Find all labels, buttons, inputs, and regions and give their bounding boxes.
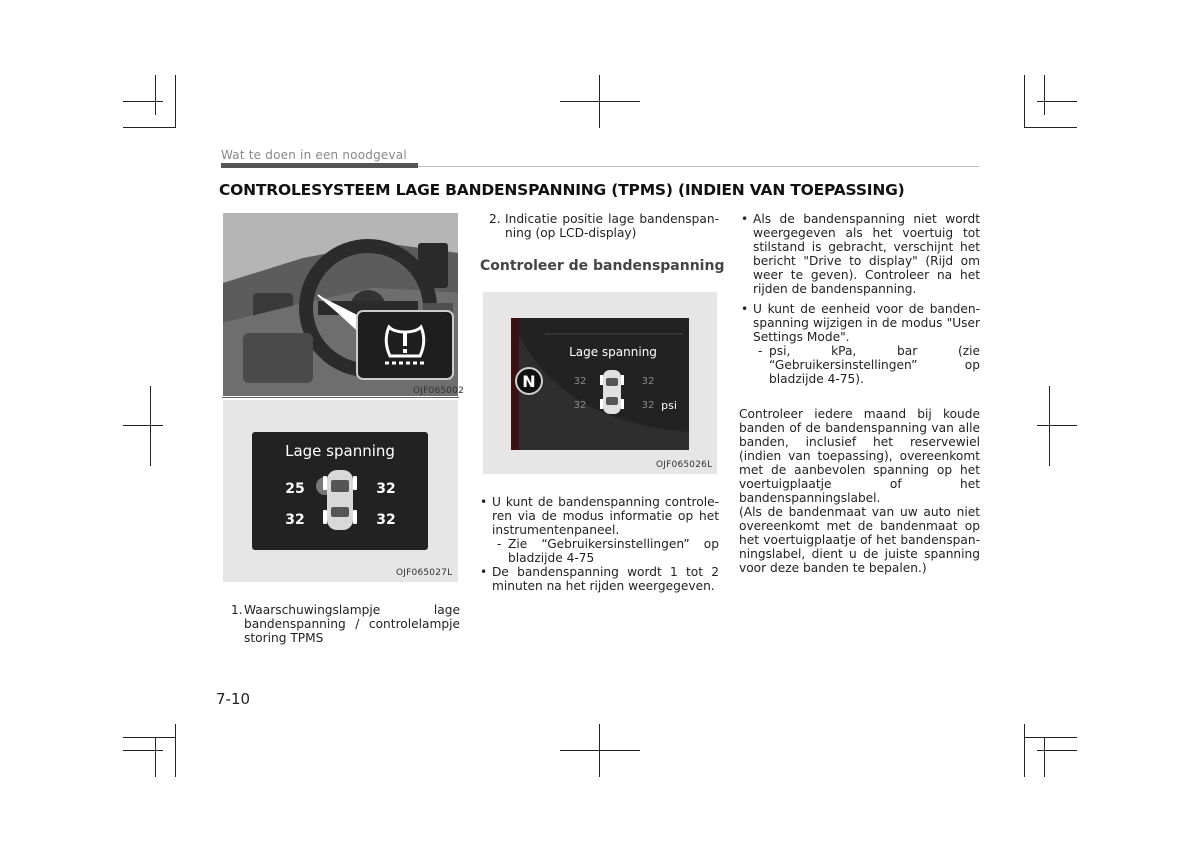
sub-bullet-text: psi, kPa, bar (zie “Gebruikersinstellingen” op bladzijde 4-75).: [769, 344, 980, 386]
crop-mark: [123, 127, 176, 128]
dashboard-photo: [223, 213, 458, 396]
page-number: 7-10: [216, 690, 251, 708]
tire-pressure-front-right: 32: [641, 376, 655, 387]
crop-mark: [175, 724, 176, 777]
crop-mark: [150, 386, 151, 466]
item-number: 1.: [231, 603, 243, 617]
bullet-item: [739, 212, 980, 296]
tire-pressure-rear-right: 32: [376, 512, 396, 528]
page-title: CONTROLESYSTEEM LAGE BANDENSPANNING (TPMS) (INDIEN VAN TOEPASSING): [219, 181, 905, 199]
section-label: Wat te doen in een noodgeval: [221, 148, 407, 162]
right-text-column: [739, 212, 980, 575]
crop-mark: [1044, 75, 1045, 115]
tire-pressure-front-left: 32: [573, 376, 587, 387]
crop-mark: [1024, 127, 1077, 128]
crop-mark: [123, 425, 163, 426]
bullet-text: De bandenspanning wordt 1 tot 2 minuten na het rijden weergegeven.: [492, 565, 719, 593]
sub-bullet-text: Zie “Gebruikersinstellingen” op bladzijde 4-75: [508, 537, 719, 565]
crop-mark: [560, 101, 640, 102]
crop-mark: [123, 101, 163, 102]
figure-caption: OJF065027L: [396, 568, 453, 578]
tire-pressure-rear-left: 32: [573, 400, 587, 411]
header-bar: [221, 163, 418, 168]
dash-mark: -: [497, 537, 502, 551]
bullet-mark: •: [480, 565, 488, 579]
bullet-mark: •: [741, 302, 749, 316]
crop-mark: [155, 75, 156, 115]
lcd-title: Lage spanning: [569, 345, 657, 359]
bullet-mark: •: [741, 212, 749, 226]
crop-mark: [1044, 737, 1045, 777]
dash-mark: -: [758, 344, 763, 358]
pressure-unit: psi: [661, 399, 677, 412]
crop-mark: [560, 750, 640, 751]
tire-pressure-rear-right: 32: [641, 400, 655, 411]
crop-mark: [1037, 750, 1077, 751]
crop-mark: [1037, 425, 1077, 426]
sub-bullet-item: [492, 537, 719, 565]
cluster-lcd: [483, 292, 717, 474]
figure-caption: OJF065026L: [656, 460, 713, 470]
bullet-text: Als de bandenspanning niet wordt weergegeven als het voertuig tot stilstand is gebracht, verschijnt het bericht "Drive to display" (Rijd om weer te geven). Controleer na het rijden de bandenspanning.: [753, 212, 980, 296]
header-rule: [418, 166, 979, 167]
tire-pressure-front-left: 25: [285, 481, 305, 497]
tire-pressure-front-right: 32: [376, 481, 396, 497]
bullet-item: [478, 495, 719, 537]
crop-mark: [1037, 101, 1077, 102]
paragraph: (Als de bandenmaat van uw auto niet overeenkomt met de bandenmaat op het voertuigplaatje of het bandenspanningslabel, dient u de juiste spanning voor deze banden te bepalen.): [739, 505, 980, 575]
crop-mark: [1024, 737, 1077, 738]
bullet-text: U kunt de bandenspanning controleren via de modus informatie op het instrumentenpaneel.: [492, 495, 719, 537]
figure-caption: OJF065002: [413, 386, 465, 396]
tpms-display-figure: [223, 400, 458, 582]
crop-mark: [1024, 75, 1025, 128]
numbered-item: [489, 212, 719, 240]
item-text: Indicatie positie lage bandenspanning (op LCD-display): [505, 212, 719, 240]
left-text-column: [228, 603, 460, 645]
bullet-item: [478, 565, 719, 593]
item-number: 2.: [489, 212, 501, 226]
tpms-lcd: [223, 400, 458, 582]
middle-intro: [489, 212, 719, 240]
numbered-item: [228, 603, 460, 645]
item-text: Waarschuwingslampje lage bandenspanning / controlelampje storing TPMS: [244, 603, 460, 645]
crop-mark: [123, 750, 163, 751]
crop-mark: [1024, 724, 1025, 777]
sub-bullet-item: [753, 344, 980, 386]
crop-mark: [175, 75, 176, 128]
bullet-text: U kunt de eenheid voor de bandenspanning wijzigen in de modus "User Settings Mode".: [753, 302, 980, 344]
figure-divider: [222, 397, 459, 398]
dashboard-illustration: [223, 213, 458, 396]
section-subheading: Controleer de bandenspanning: [480, 258, 725, 274]
gear-indicator: N: [522, 372, 536, 391]
cluster-display-figure: [483, 292, 717, 474]
paragraph: Controleer iedere maand bij koude banden of de bandenspanning van alle banden, inclusief het reservewiel (indien van toepassing), overeenkomt met de aanbevolen spanning op het voertuigplaatje of het bandenspanningslabel.: [739, 407, 980, 505]
crop-mark: [1049, 386, 1050, 466]
tire-pressure-rear-left: 32: [285, 512, 305, 528]
crop-mark: [123, 737, 176, 738]
bullet-item: [739, 302, 980, 344]
lcd-title: Lage spanning: [285, 442, 395, 460]
middle-text-column: [478, 495, 719, 593]
bullet-mark: •: [480, 495, 488, 509]
crop-mark: [155, 737, 156, 777]
